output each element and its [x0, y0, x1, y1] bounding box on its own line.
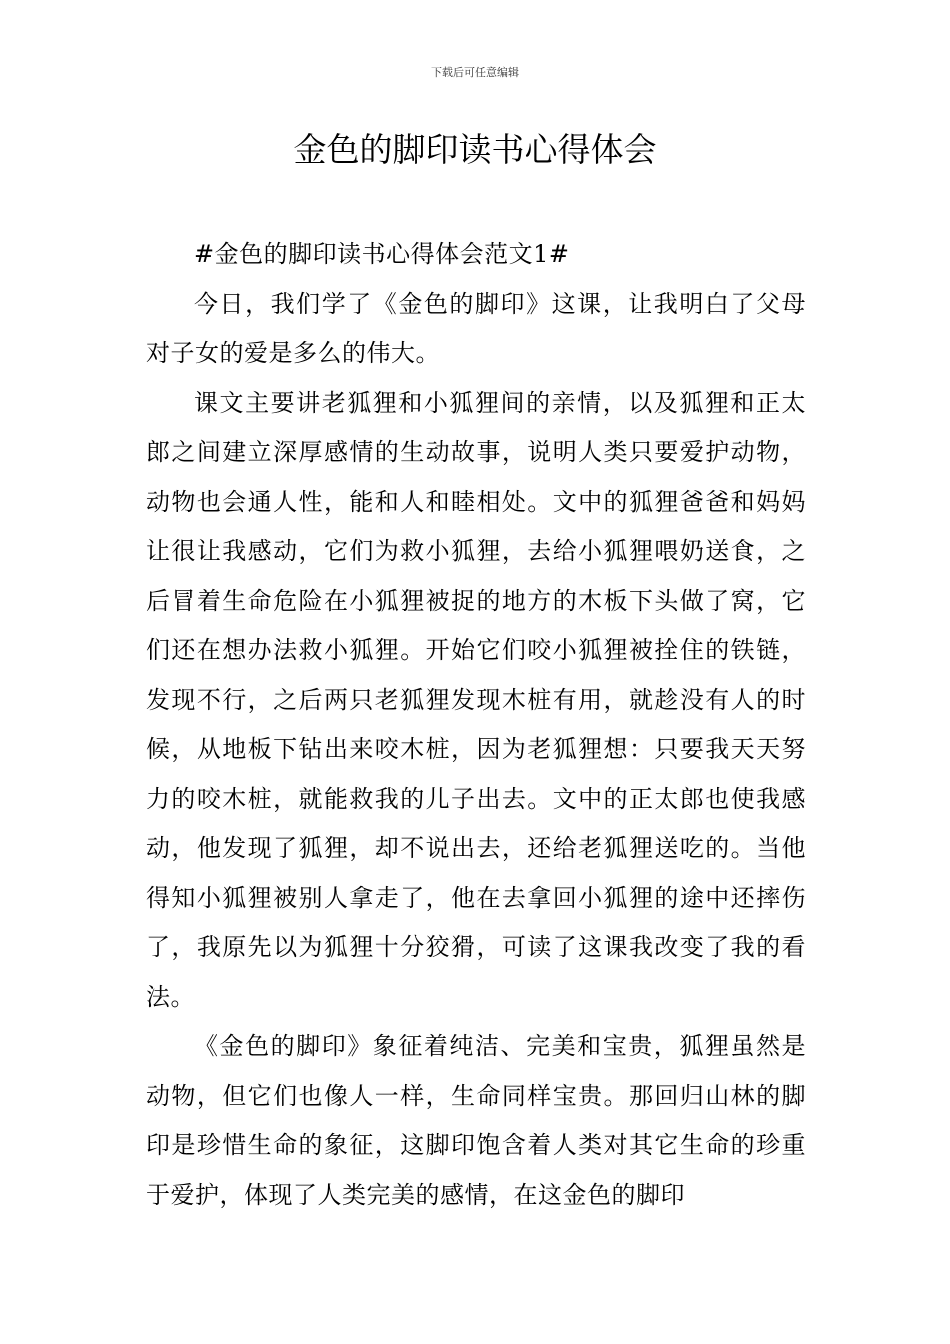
paragraph: 课文主要讲老狐狸和小狐狸间的亲情，以及狐狸和正太郎之间建立深厚感情的生动故事，说明人类只要爱护动物，动物也会通人性，能和人和睦相处。文中的狐狸爸爸和妈妈让很让我感动，它们为救小狐狸，去给小狐狸喂奶送食，之后冒着生命危险在小狐狸被捉的地方的木板下头做了窝，它们还在想办法救小狐狸。开始它们咬小狐狸被拴住的铁链，发现不行，之后两只老狐狸发现木桩有用，就趁没有人的时候，从地板下钻出来咬木桩，因为老狐狸想：只要我天天努力的咬木桩，就能救我的儿子出去。文中的正太郎也使我感动，他发现了狐狸，却不说出去，还给老狐狸送吃的。当他得知小狐狸被别人拿走了，他在去拿回小狐狸的途中还摔伤了，我原先以为狐狸十分狡猾，可读了这课我改变了我的看法。 [146, 388, 806, 1011]
paragraph: 《金色的脚印》象征着纯洁、完美和宝贵，狐狸虽然是动物，但它们也像人一样，生命同样宝贵。那回归山林的脚印是珍惜生命的象征，这脚印饱含着人类对其它生命的珍重于爱护，体现了人类完美的感情，在这金色的脚印 [146, 1032, 806, 1209]
document-body [146, 230, 806, 1220]
paragraph: 今日，我们学了《金色的脚印》这课，让我明白了父母对子女的爱是多么的伟大。 [146, 289, 806, 367]
section-heading: #金色的脚印读书心得体会范文1# [194, 240, 570, 268]
header-note: 下载后可任意编辑 [431, 66, 519, 79]
document-title: 金色的脚印读书心得体会 [293, 130, 657, 169]
